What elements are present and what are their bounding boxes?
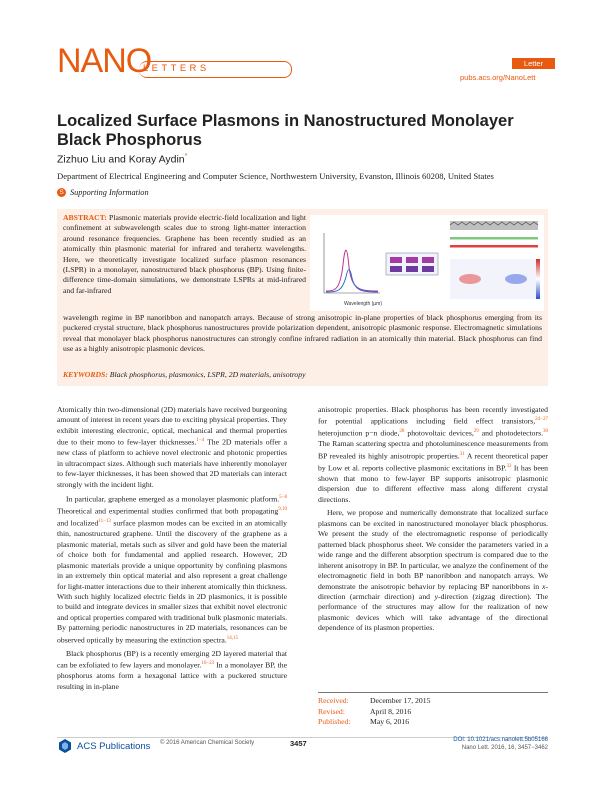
copyright: © 2016 American Chemical Society (160, 740, 255, 746)
keywords-text: Black phosphorus, plasmonics, LSPR, 2D materials, anisotropy (109, 370, 306, 379)
body-column-right (318, 405, 548, 634)
citation: Nano Lett. 2016, 16, 3457−3462 (461, 744, 548, 751)
abstract-body-upper: Plasmonic materials provide electric-field localization and light confinement at subwavelength scales due to strong light-matter interaction around resonance frequencies. Graphene has been recently studied as an atomically thin plasmonic material for infrared and terahertz wavelengths. Here, we theoretically investigate localized surface plasmon resonances (LSPR) in a monolayer, nanostructured black phosphorus (BP). Using finite-difference time-domain simulations, we demonstrate LSPRs at mid-infrared and far-infrared (63, 213, 307, 295)
citation-ref[interactable]: 24−27 (535, 417, 548, 423)
abstract-label: ABSTRACT: (63, 213, 107, 222)
body-column-left (57, 405, 287, 692)
keywords-label: KEYWORDS: (63, 370, 108, 379)
citation-ref[interactable]: 16−23 (201, 661, 215, 667)
history-received: Received: December 17, 2015 (318, 696, 431, 705)
abstract-text-upper (63, 213, 306, 296)
citation-ref[interactable]: 11−13 (98, 519, 111, 525)
toc-spectrum-plot (324, 233, 382, 307)
paragraph: anisotropic properties. Black phosphorus has been recently investigated for potential applications including field effect transistors,$^{24-27}$ heterojunction p−n diode,$^{28}$ photovoltaic devices,$^{29}$ and photodetectors.$^{30}$ The Raman scattering spectra and photoluminescence measurements from BP revealed its highly anisotropic properties.$^{31}$ A recent theoretical paper by Low et al. reports collective plasmonic excitations in BP.$^{32}$ It has been shown that mono to few-layer BP supports anisotropic plasmonic dispersion due to different effective mass along different crystal directions. (318, 405, 549, 504)
supporting-info-label[interactable]: Supporting Information (70, 188, 149, 197)
acs-publications-logo[interactable] (57, 738, 150, 754)
citation-ref[interactable]: 1−4 (196, 438, 205, 444)
journal-logo (57, 42, 210, 80)
history-revised: Revised: April 8, 2016 (318, 706, 412, 716)
abstract-text-lower: wavelength regime in BP nanoribbon and nanopatch arrays. Because of strong anisotropic in-plane properties of black phosphorus emerging from its puckered crystal structure, black phosphorus nanostructures provide polarization dependent, anisotropic plasmonic response. Electromagnetic simulations reveal that monolayer black phosphorus nanostructures can strongly confine infrared radiation in an atomically thin material. Black phosphorus can find use as a highly anisotropic plasmonic devices. (63, 313, 542, 354)
supporting-information-link[interactable] (57, 188, 149, 197)
logo-nano: NANO (57, 42, 152, 80)
publication-history (318, 692, 548, 728)
toc-structure (386, 253, 438, 275)
affiliation: Department of Electrical Engineering and Computer Science, Northwestern University, Evanston, Illinois 60208, United States (57, 171, 494, 181)
acs-hex-icon (57, 738, 73, 754)
abstract-box (57, 209, 548, 386)
citation-ref[interactable]: 14,15 (226, 635, 238, 641)
history-published: Published: May 6, 2016 (318, 717, 410, 726)
citation-ref[interactable]: 31 (459, 451, 465, 457)
paper-title: Localized Surface Plasmons in Nanostructured Monolayer Black Phosphorus (57, 112, 514, 149)
doi-block (440, 737, 548, 752)
citation-ref[interactable]: 9,10 (278, 507, 287, 513)
publisher-name: ACS Publications (77, 740, 151, 752)
toc-graphic (310, 215, 544, 311)
author-names[interactable]: Zizhuo Liu and Koray Aydin (57, 153, 185, 166)
page-number: 3457 (290, 739, 307, 748)
toc-xlabel: Wavelength (µm) (344, 301, 382, 307)
doi-link[interactable]: DOI: 10.1021/acs.nanolett.5b05166 (453, 737, 548, 743)
paragraph: Atomically thin two-dimensional (2D) materials have received burgeoning amount of interest in recent years due to exciting physical properties. They exhibit interesting electronic, optical, mechanical and thermal properties due to their mono to few-layer thicknesses.$^{1-4}$ The 2D materials offer a new class of platform to achieve novel electronic and photonic properties in ultracompact sizes. Although such materials have inherently monolayer to few-layer thicknesses, it has been showed that 2D materials can interact strongly with the incident light. (57, 405, 287, 489)
keywords (63, 370, 306, 379)
citation-ref[interactable]: 29 (473, 429, 479, 435)
supporting-info-icon: S (57, 188, 66, 197)
paragraph: In particular, graphene emerged as a monolayer plasmonic platform.$^{5-8}$ Theoretical and experimental studies confirmed that both propagating$^{9,10}$ and localized$^{11-13}$ surface plasmon modes can be excited in an atomically thin, nanostructured graphene. Until the discovery of the graphene as a plasmonic material, metals such as silver and gold have been the material of choice both for fundamental and applied research. However, 2D plasmonic materials provide a unique opportunity by confining plasmons in an extremely thin optical material and also represent a great challenge for light-matter interactions due to their inherent atomically thin thickness. With such highly localized electric fields in 2D plasmonics, it is possible to build and integrate devices in smaller sizes that exhibit novel electronic and optical properties compared with traditional bulk plasmonic materials. By patterning periodic nanostructures in 2D materials, resonances can be observed optically by measuring the extinction spectra.$^{14,15}$ (57, 494, 288, 645)
toc-ribbons (450, 221, 538, 248)
citation-ref[interactable]: 30 (543, 429, 549, 435)
authors (57, 153, 187, 166)
citation-ref[interactable]: 28 (399, 429, 405, 435)
citation-ref[interactable]: 32 (506, 463, 512, 469)
paragraph: Here, we propose and numerically demonstrate that localized surface plasmons can be excited in nanostructured monolayer black phosphorus. We present the study of the electromagnetic response of periodically patterned black phosphorus sheet. We consider the parameters varied in a wide range and the different absorption spectrum is compared due to the inherent anisotropy in BP. In particular, we analyze the confinement of the electromagnetic field in both BP nanoribbon and nanopatch arrays. We demonstrate the anisotropic behavior by replacing BP nanoribbons in x-direction (armchair direction) and y-direction (zigzag direction). The performance of the structures may allow for the realization of new plasmonic devices which will take advantage of the directional dependence of its plasmon properties. (318, 508, 548, 633)
toc-field-maps (450, 259, 540, 299)
corresponding-author-mark: * (184, 153, 188, 160)
journal-url-link[interactable]: pubs.acs.org/NanoLett (460, 73, 536, 82)
citation-ref[interactable]: 5−8 (279, 495, 287, 501)
paragraph: Black phosphorus (BP) is a recently emerging 2D layered material that can be exfoliated to few layers and monolayer.$^{16-23}$ In a monolayer BP, the phosphorus atoms form a hexagonal lattice with a puckered structure resulting in in-plane (57, 648, 287, 691)
article-type-badge: Letter (512, 58, 555, 69)
logo-letters: LETTERS (143, 63, 210, 74)
